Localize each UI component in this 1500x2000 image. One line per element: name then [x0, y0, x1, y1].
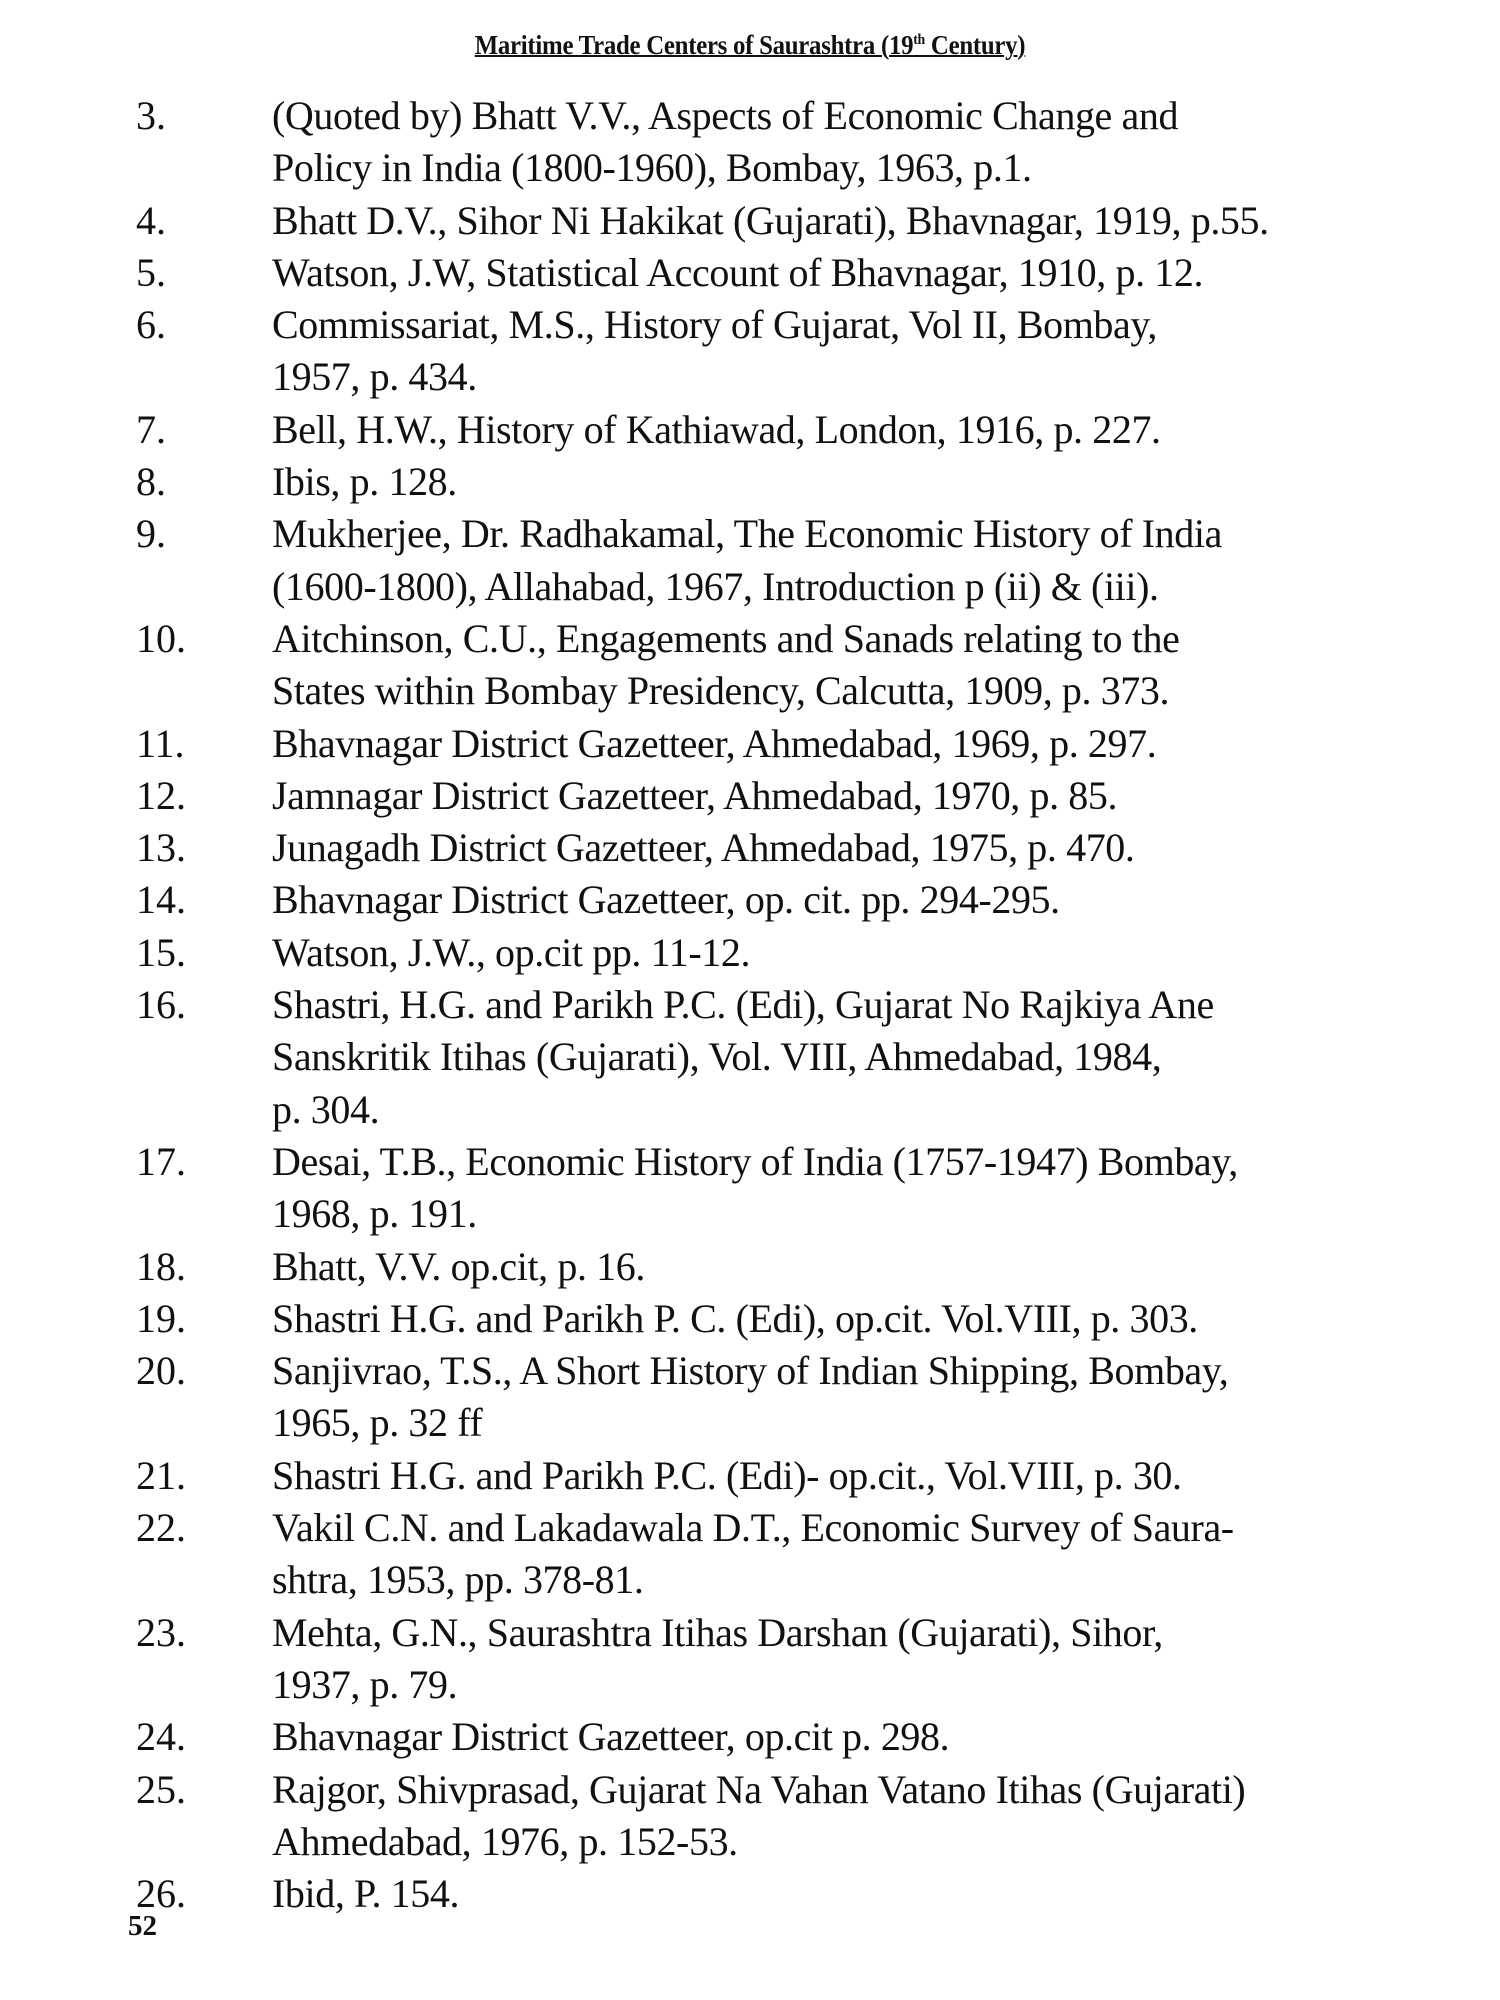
- endnote-line: Bhavnagar District Gazetteer, Ahmedabad, 1969, p. 297.: [272, 720, 1157, 766]
- endnote: [0, 822, 1500, 874]
- header-title: Maritime Trade Centers of Saurashtra (19: [474, 30, 914, 60]
- endnote-text: [272, 1502, 1500, 1607]
- endnote-line: (Quoted by) Bhatt V.V., Aspects of Economic Change and: [272, 93, 1179, 138]
- endnote-line: Rajgor, Shivprasad, Gujarat Na Vahan Vatano Itihas (Gujarati): [272, 1766, 1246, 1812]
- endnote: [0, 508, 1500, 613]
- endnote-number: 12.: [136, 772, 186, 818]
- endnote: [0, 1241, 1500, 1293]
- endnote-text: [272, 247, 1500, 299]
- endnote: [0, 456, 1500, 508]
- endnote-number: 22.: [136, 1505, 186, 1551]
- endnote-number: 4.: [136, 197, 166, 243]
- endnote-line: Ibis, p. 128.: [272, 459, 457, 505]
- endnote-line: Aitchinson, C.U., Engagements and Sanads relating to the: [272, 615, 1180, 661]
- endnote-number: 11.: [136, 720, 185, 766]
- endnote-number: 8.: [136, 459, 166, 505]
- endnote-number: 21.: [136, 1452, 186, 1498]
- endnote-text: [272, 613, 1500, 718]
- endnote-number: 20.: [136, 1348, 186, 1394]
- endnote-line: Shastri, H.G. and Parikh P.C. (Edi), Gujarat No Rajkiya Ane: [272, 982, 1214, 1028]
- endnote-text: [272, 1764, 1500, 1869]
- endnote-text: [272, 822, 1500, 874]
- endnote-number: 10.: [136, 615, 186, 661]
- endnote: [0, 1502, 1500, 1607]
- endnote-line: States within Bombay Presidency, Calcutta, 1909, p. 373.: [272, 668, 1170, 714]
- endnote-text: [272, 1241, 1500, 1293]
- endnote-text: [272, 1293, 1500, 1345]
- endnote-line: (1600-1800), Allahabad, 1967, Introduction p (ii) & (iii).: [272, 563, 1159, 609]
- endnote-line: Bhavnagar District Gazetteer, op. cit. pp. 294-295.: [272, 877, 1060, 923]
- endnote: [0, 1764, 1500, 1869]
- endnote-line: Policy in India (1800-1960), Bombay, 1963, p.1.: [272, 145, 1032, 191]
- endnote-text: [272, 979, 1500, 1136]
- endnote-line: Shastri H.G. and Parikh P. C. (Edi), op.cit. Vol.VIII, p. 303.: [272, 1295, 1198, 1341]
- endnote-line: Mehta, G.N., Saurashtra Itihas Darshan (Gujarati), Sihor,: [272, 1609, 1163, 1655]
- endnote-number: 24.: [136, 1714, 186, 1760]
- endnote-text: [272, 718, 1500, 770]
- endnote-text: [272, 508, 1500, 613]
- endnote-number: 7.: [136, 406, 166, 452]
- endnote: [0, 927, 1500, 979]
- endnote-text: [272, 404, 1500, 456]
- endnote-number: 6.: [136, 302, 166, 348]
- endnote-text: [272, 927, 1500, 979]
- endnote-number: 13.: [136, 825, 186, 871]
- endnote-text: [272, 195, 1500, 247]
- endnote-line: Sanjivrao, T.S., A Short History of Indian Shipping, Bombay,: [272, 1348, 1229, 1394]
- endnote-line: 1957, p. 434.: [272, 354, 477, 400]
- endnote-number: 26.: [136, 1871, 186, 1917]
- endnote-line: Bhatt, V.V. op.cit, p. 16.: [272, 1243, 645, 1289]
- endnote-text: [272, 1868, 1500, 1920]
- endnote-number: 16.: [136, 982, 186, 1028]
- endnote-number: 9.: [136, 511, 166, 557]
- endnote-number: 23.: [136, 1609, 186, 1655]
- endnote-line: Watson, J.W., op.cit pp. 11-12.: [272, 929, 751, 975]
- endnote-number: 14.: [136, 877, 186, 923]
- endnote: [0, 979, 1500, 1136]
- endnote-line: Commissariat, M.S., History of Gujarat, Vol II, Bombay,: [272, 302, 1157, 348]
- endnote-line: Bell, H.W., History of Kathiawad, London, 1916, p. 227.: [272, 406, 1161, 452]
- endnote-text: [272, 1345, 1500, 1450]
- endnote-text: [272, 1711, 1500, 1763]
- endnote-line: 1968, p. 191.: [272, 1191, 477, 1237]
- endnote-line: Sanskritik Itihas (Gujarati), Vol. VIII, Ahmedabad, 1984,: [272, 1034, 1162, 1080]
- endnote-line: shtra, 1953, pp. 378-81.: [272, 1557, 644, 1603]
- endnote-number: 3.: [136, 93, 166, 138]
- endnote-line: Junagadh District Gazetteer, Ahmedabad, 1975, p. 470.: [272, 825, 1135, 871]
- endnote-text: [272, 90, 1500, 195]
- endnotes-list: [0, 90, 1500, 1920]
- endnote-line: Desai, T.B., Economic History of India (1757-1947) Bombay,: [272, 1138, 1238, 1184]
- endnote-line: 1937, p. 79.: [272, 1661, 458, 1707]
- endnote-number: 25.: [136, 1766, 186, 1812]
- endnote-text: [272, 299, 1500, 404]
- endnote: [0, 770, 1500, 822]
- endnote: [0, 1711, 1500, 1763]
- endnote-text: [272, 1450, 1500, 1502]
- endnote-line: Ibid, P. 154.: [272, 1871, 460, 1917]
- endnote-text: [272, 874, 1500, 926]
- endnote: [0, 874, 1500, 926]
- endnote-line: Mukherjee, Dr. Radhakamal, The Economic History of India: [272, 511, 1222, 557]
- endnote-line: Vakil C.N. and Lakadawala D.T., Economic Survey of Saura-: [272, 1505, 1234, 1551]
- endnote-line: Shastri H.G. and Parikh P.C. (Edi)- op.cit., Vol.VIII, p. 30.: [272, 1452, 1182, 1498]
- endnote: [0, 1868, 1500, 1920]
- endnote: [0, 613, 1500, 718]
- endnote-number: 19.: [136, 1295, 186, 1341]
- header-title-end: Century): [924, 30, 1026, 60]
- endnote-number: 17.: [136, 1138, 186, 1184]
- endnote-line: Ahmedabad, 1976, p. 152-53.: [272, 1818, 738, 1864]
- endnote: [0, 195, 1500, 247]
- endnote: [0, 299, 1500, 404]
- endnote-number: 18.: [136, 1243, 186, 1289]
- endnote: [0, 404, 1500, 456]
- page-number: 52: [128, 1910, 157, 1942]
- endnote-text: [272, 1136, 1500, 1241]
- endnote-line: Jamnagar District Gazetteer, Ahmedabad, 1970, p. 85.: [272, 772, 1118, 818]
- endnote: [0, 1345, 1500, 1450]
- endnote: [0, 247, 1500, 299]
- endnote-text: [272, 1607, 1500, 1712]
- endnote: [0, 1136, 1500, 1241]
- endnote: [0, 1293, 1500, 1345]
- endnote-text: [272, 770, 1500, 822]
- endnote-number: 15.: [136, 929, 186, 975]
- header-superscript: th: [913, 32, 925, 48]
- endnote-line: Watson, J.W, Statistical Account of Bhavnagar, 1910, p. 12.: [272, 249, 1204, 295]
- endnote-line: 1965, p. 32 ff: [272, 1400, 483, 1446]
- endnote-line: Bhatt D.V., Sihor Ni Hakikat (Gujarati), Bhavnagar, 1919, p.55.: [272, 197, 1269, 243]
- endnote-line: Bhavnagar District Gazetteer, op.cit p. 298.: [272, 1714, 950, 1760]
- endnote: [0, 90, 1500, 195]
- endnote-number: 5.: [136, 249, 166, 295]
- endnote-text: [272, 456, 1500, 508]
- endnote: [0, 718, 1500, 770]
- endnote: [0, 1607, 1500, 1712]
- running-header: [60, 30, 1440, 61]
- endnote-line: p. 304.: [272, 1086, 380, 1132]
- endnote: [0, 1450, 1500, 1502]
